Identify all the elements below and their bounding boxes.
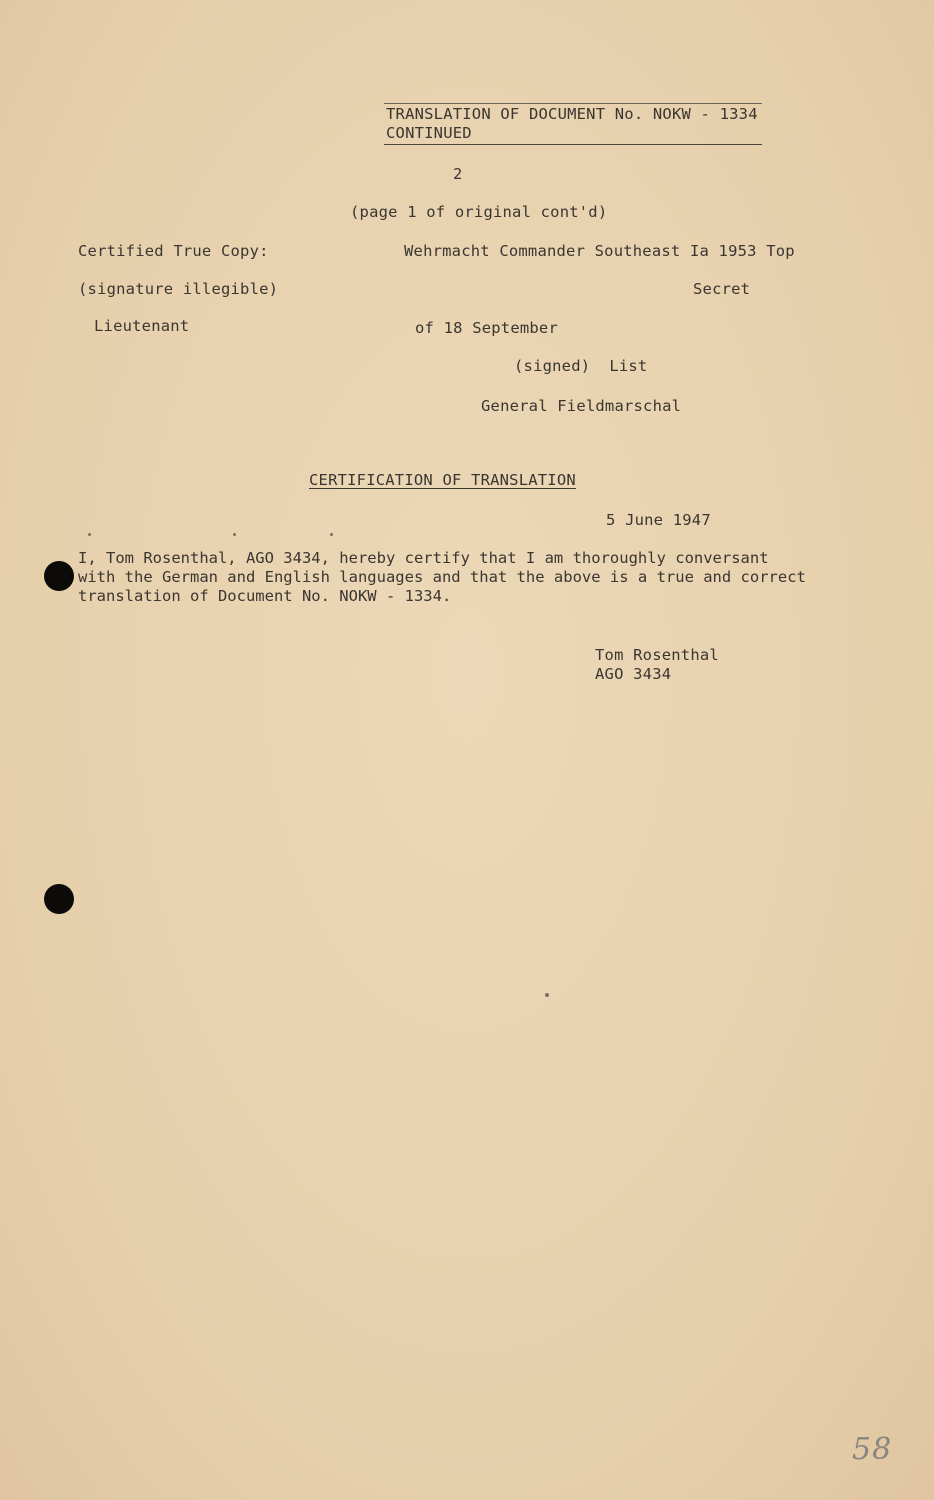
page-note: (page 1 of original cont'd)	[350, 203, 608, 221]
page-number: 2	[453, 165, 463, 183]
reference-date: of 18 September	[415, 319, 558, 337]
signer-rank: General Fieldmarschal	[481, 397, 682, 415]
paper-speck	[545, 993, 549, 997]
punch-hole-upper	[44, 561, 74, 591]
signature-illegible: (signature illegible)	[78, 280, 279, 298]
header-bottom-rule	[384, 144, 762, 145]
secret-label: Secret	[693, 280, 751, 298]
translator-ago: AGO 3434	[595, 665, 672, 683]
paper-speck	[330, 533, 333, 536]
paper-speck	[88, 533, 91, 536]
certification-body: I, Tom Rosenthal, AGO 3434, hereby certify that I am thoroughly conversant with the German and English languages and that the above is a true and correct translation of Document No. NOKW - 1334.	[78, 549, 806, 605]
punch-hole-lower	[44, 884, 74, 914]
translator-name: Tom Rosenthal	[595, 646, 719, 664]
header-top-rule	[384, 103, 762, 104]
certification-date: 5 June 1947	[606, 511, 711, 529]
header-continued: CONTINUED	[386, 124, 472, 142]
certification-title: CERTIFICATION OF TRANSLATION	[309, 471, 576, 489]
certified-true-copy: Certified True Copy:	[78, 242, 269, 260]
signed-by: (signed) List	[514, 357, 648, 375]
folio-number: 58	[852, 1432, 893, 1467]
rank-lieutenant: Lieutenant	[94, 317, 190, 335]
paper-speck	[233, 533, 236, 536]
header-title: TRANSLATION OF DOCUMENT No. NOKW - 1334	[386, 105, 758, 123]
wehrmacht-reference: Wehrmacht Commander Southeast Ia 1953 Top	[404, 242, 795, 260]
